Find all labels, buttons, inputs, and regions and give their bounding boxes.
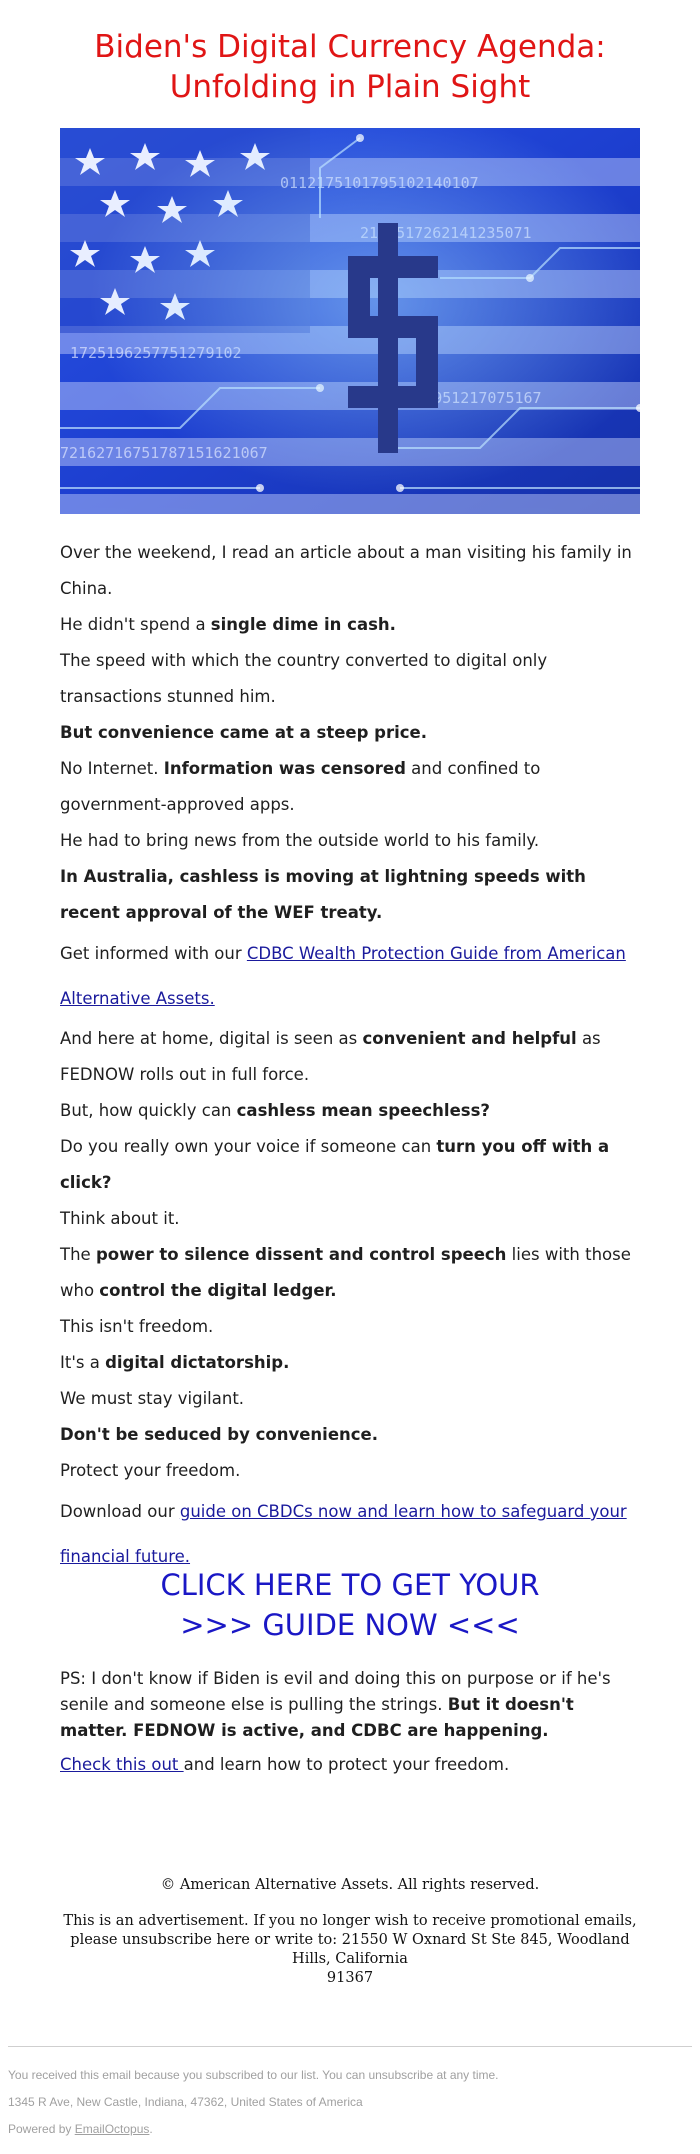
ps-paragraph: PS: I don't know if Biden is evil and doing this on purpose or if he's senile and someone else is pulling the strings. But it doesn't matter. FEDNOW is active, and CDBC are happening.: [60, 1669, 611, 1740]
cbdc-guide-link[interactable]: guide on CBDCs now and learn how to safeguard your financial future.: [60, 1502, 627, 1566]
title-line-2: Unfolding in Plain Sight: [169, 69, 531, 105]
powered-by: Powered by EmailOctopus.: [8, 2122, 153, 2136]
paragraph: Think about it.: [60, 1209, 180, 1228]
email-body: [60, 535, 640, 1579]
dollar-flag-digital-icon: [60, 128, 640, 514]
paragraph: Get informed with our CDBC Wealth Protection Guide from American Alternative Assets.: [60, 944, 626, 1008]
paragraph: And here at home, digital is seen as convenient and helpful as FEDNOW rolls out in full force.: [60, 1029, 601, 1084]
cta-line-1: CLICK HERE TO GET YOUR: [160, 1568, 540, 1602]
ps-link-paragraph: Check this out and learn how to protect your freedom.: [60, 1755, 510, 1774]
paragraph: He had to bring news from the outside world to his family.: [60, 831, 540, 850]
paragraph: He didn't spend a single dime in cash.: [60, 615, 396, 634]
paragraph: Don't be seduced by convenience.: [60, 1425, 379, 1444]
paragraph: We must stay vigilant.: [60, 1389, 245, 1408]
paragraph: This isn't freedom.: [60, 1317, 214, 1336]
sender-address: 1345 R Ave, New Castle, Indiana, 47362, United States of America: [8, 2095, 363, 2109]
copyright: © American Alternative Assets. All rights reserved.: [160, 1877, 540, 1893]
paragraph: The power to silence dissent and control speech lies with those: [60, 1245, 631, 1264]
disclaimer: This is an advertisement. If you no longer wish to receive promotional emails, please unsubscribe here or write to: 21550 W Oxnard St Ste 845, Woodland Hills, California 91367: [63, 1913, 637, 1986]
paragraph: No Internet. Information was censored and confined to government-approved apps.: [60, 759, 541, 814]
divider: [8, 2046, 692, 2047]
paragraph: The speed with which the country converted to digital only transactions stunned him.: [60, 651, 548, 706]
wealth-protection-guide-link[interactable]: CDBC Wealth Protection Guide from American Alternative Assets.: [60, 944, 626, 1008]
get-guide-cta-button[interactable]: [60, 1565, 640, 1645]
paragraph: Protect your freedom.: [60, 1461, 241, 1480]
emailoctopus-link[interactable]: EmailOctopus: [74, 2122, 150, 2136]
check-this-out-link[interactable]: Check this out: [60, 1755, 184, 1774]
paragraph: who control the digital ledger.: [60, 1281, 337, 1300]
subscription-notice: You received this email because you subscribed to our list. You can unsubscribe at any time.: [8, 2068, 499, 2082]
page-title: [40, 27, 660, 107]
cta-line-2: >>> GUIDE NOW <<<: [180, 1608, 520, 1642]
paragraph: But, how quickly can cashless mean speechless?: [60, 1101, 490, 1120]
title-line-1: Biden's Digital Currency Agenda:: [94, 29, 606, 65]
paragraph: It's a digital dictatorship.: [60, 1353, 290, 1372]
hero-image: [60, 128, 640, 514]
paragraph: Over the weekend, I read an article about a man visiting his family in China.: [60, 543, 632, 598]
paragraph: Do you really own your voice if someone can turn you off with a click?: [60, 1137, 610, 1192]
paragraph: But convenience came at a steep price.: [60, 723, 427, 742]
paragraph: In Australia, cashless is moving at lightning speeds with recent approval of the WEF treaty.: [60, 867, 586, 922]
paragraph: Download our guide on CBDCs now and learn how to safeguard your financial future.: [60, 1502, 627, 1566]
